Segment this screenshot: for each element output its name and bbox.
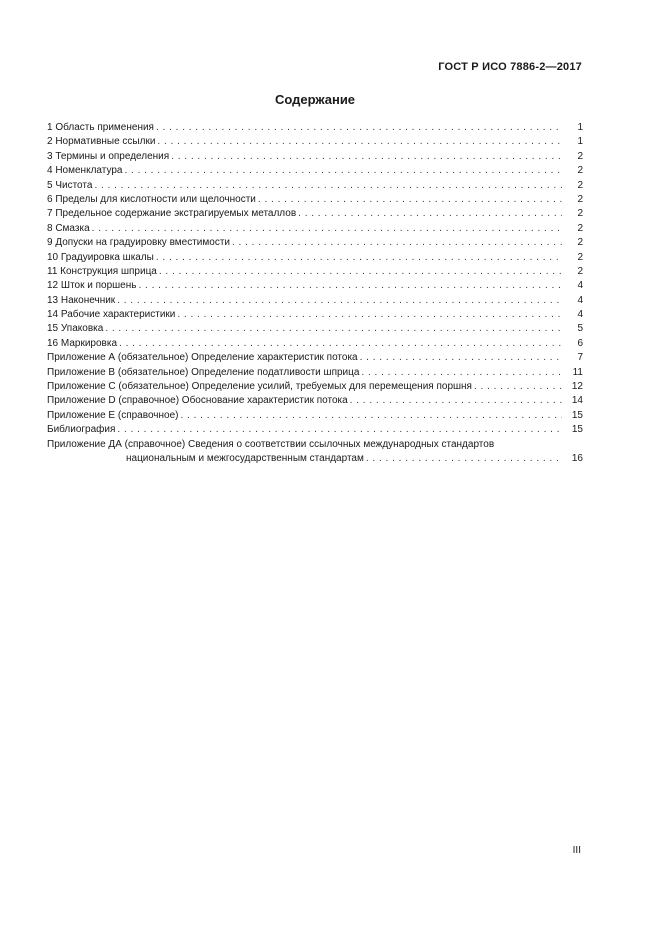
toc-entry[interactable] xyxy=(47,294,583,308)
toc-leader-dots xyxy=(157,135,562,149)
toc-entry-page: 5 xyxy=(577,323,583,335)
toc-entry[interactable] xyxy=(47,337,583,351)
page-number: III xyxy=(572,845,581,856)
toc-entry-page: 2 xyxy=(577,251,583,263)
toc-entry[interactable] xyxy=(47,380,583,394)
toc-leader-dots xyxy=(138,279,562,293)
toc-entry[interactable] xyxy=(47,222,583,236)
toc-leader-dots xyxy=(124,164,562,178)
toc-entry-page: 6 xyxy=(577,337,583,349)
toc-entry-page: 4 xyxy=(577,294,583,306)
toc-entry-page: 2 xyxy=(577,222,583,234)
toc-entry-text: 13 Наконечник xyxy=(47,294,116,306)
toc-entry-text: Библиография xyxy=(47,424,116,436)
toc-entry-text: 7 Предельное содержание экстрагируемых металлов xyxy=(47,208,297,220)
toc-entry[interactable] xyxy=(47,279,583,293)
toc-entry-text: 16 Маркировка xyxy=(47,337,118,349)
toc-entry-page: 12 xyxy=(571,381,583,393)
toc-entry[interactable] xyxy=(47,193,583,207)
toc-entry[interactable] xyxy=(47,207,583,221)
toc-entry-text: 14 Рабочие характеристики xyxy=(47,309,176,321)
toc-entry-page: 2 xyxy=(577,265,583,277)
toc-leader-dots xyxy=(360,351,562,365)
toc-entry-page: 2 xyxy=(577,208,583,220)
toc-leader-dots xyxy=(156,251,562,265)
toc-entry-text: 3 Термины и определения xyxy=(47,150,170,162)
document-code: ГОСТ Р ИСО 7886-2—2017 xyxy=(438,61,582,73)
toc-entry-page: 15 xyxy=(571,409,583,421)
toc-entry[interactable] xyxy=(47,394,583,408)
toc-entry-text: Приложение А (обязательное) Определение характеристик потока xyxy=(47,352,358,364)
toc-entry-page: 7 xyxy=(577,352,583,364)
toc-entry-page: 1 xyxy=(577,136,583,148)
toc-entry[interactable] xyxy=(47,179,583,193)
toc-leader-dots xyxy=(177,308,562,322)
toc-entry[interactable] xyxy=(47,265,583,279)
toc-entry[interactable] xyxy=(47,423,583,437)
toc-entry-page: 11 xyxy=(572,366,583,378)
toc-entry-text: Приложение В (обязательное) Определение податливости шприца xyxy=(47,366,360,378)
toc-entry-text: 15 Упаковка xyxy=(47,323,104,335)
toc-entry[interactable] xyxy=(47,236,583,250)
toc-entry[interactable] xyxy=(47,164,583,178)
toc-entry-page: 4 xyxy=(577,309,583,321)
toc-leader-dots xyxy=(350,394,562,408)
toc-entry-text: Приложение Е (справочное) xyxy=(47,409,179,421)
toc-entry-text: 11 Конструкция шприца xyxy=(47,265,157,277)
toc-entry-page: 14 xyxy=(571,395,583,407)
toc-entry[interactable] xyxy=(47,409,583,423)
toc-entry-text: 5 Чистота xyxy=(47,179,93,191)
toc-leader-dots xyxy=(180,409,562,423)
toc-entry-text: 6 Пределы для кислотности или щелочности xyxy=(47,193,256,205)
toc-entry-page: 2 xyxy=(577,237,583,249)
toc-entry-page: 2 xyxy=(577,165,583,177)
toc-entry[interactable] xyxy=(47,135,583,149)
toc-entry-continuation[interactable] xyxy=(47,452,583,466)
toc-leader-dots xyxy=(92,222,562,236)
toc-entry-text: 9 Допуски на градуировку вместимости xyxy=(47,237,230,249)
toc-leader-dots xyxy=(119,337,562,351)
toc-entry[interactable] xyxy=(47,322,583,336)
toc-leader-dots xyxy=(232,236,562,250)
toc-leader-dots xyxy=(159,265,562,279)
toc-entry[interactable] xyxy=(47,308,583,322)
toc-entry-text: национальным и межгосударственным стандартам xyxy=(126,452,364,464)
toc-entry-text: 2 Нормативные ссылки xyxy=(47,136,156,148)
toc-leader-dots xyxy=(298,207,562,221)
toc-entry[interactable] xyxy=(47,251,583,265)
toc-leader-dots xyxy=(366,452,562,466)
toc-entry-text: 4 Номенклатура xyxy=(47,165,123,177)
toc-entry-text: 10 Градуировка шкалы xyxy=(47,251,154,263)
toc-entry[interactable] xyxy=(47,351,583,365)
toc-leader-dots xyxy=(105,322,562,336)
toc-leader-dots xyxy=(156,121,562,135)
toc-entry-text: Приложение D (справочное) Обоснование характеристик потока xyxy=(47,395,348,407)
toc-leader-dots xyxy=(171,150,562,164)
toc-entry[interactable] xyxy=(47,121,583,135)
toc-entry-page: 1 xyxy=(577,122,583,133)
toc-entry-page: 4 xyxy=(577,280,583,292)
toc-leader-dots xyxy=(258,193,562,207)
toc-entry-text: 12 Шток и поршень xyxy=(47,280,137,292)
toc-leader-dots xyxy=(94,179,562,193)
toc-entry-page: 15 xyxy=(571,424,583,436)
toc-entry-page: 2 xyxy=(577,193,583,205)
toc-entry-text: Приложение ДА (справочное) Сведения о соответствии ссылочных международных стандартов xyxy=(47,438,495,450)
toc-entry-page: 2 xyxy=(577,179,583,191)
toc-leader-dots xyxy=(361,366,562,380)
toc-entry-text: 8 Смазка xyxy=(47,222,90,234)
toc-entry-page: 2 xyxy=(577,150,583,162)
table-of-contents xyxy=(47,121,583,466)
toc-title: Содержание xyxy=(274,92,356,107)
toc-entry[interactable] xyxy=(47,438,583,452)
toc-entry-text: 1 Область применения xyxy=(47,122,154,133)
toc-entry[interactable] xyxy=(47,366,583,380)
toc-leader-dots xyxy=(117,294,562,308)
toc-entry-page: 16 xyxy=(571,452,583,464)
toc-leader-dots xyxy=(117,423,562,437)
toc-entry-text: Приложение С (обязательное) Определение усилий, требуемых для перемещения поршня xyxy=(47,381,472,393)
toc-leader-dots xyxy=(474,380,562,394)
toc-entry[interactable] xyxy=(47,150,583,164)
